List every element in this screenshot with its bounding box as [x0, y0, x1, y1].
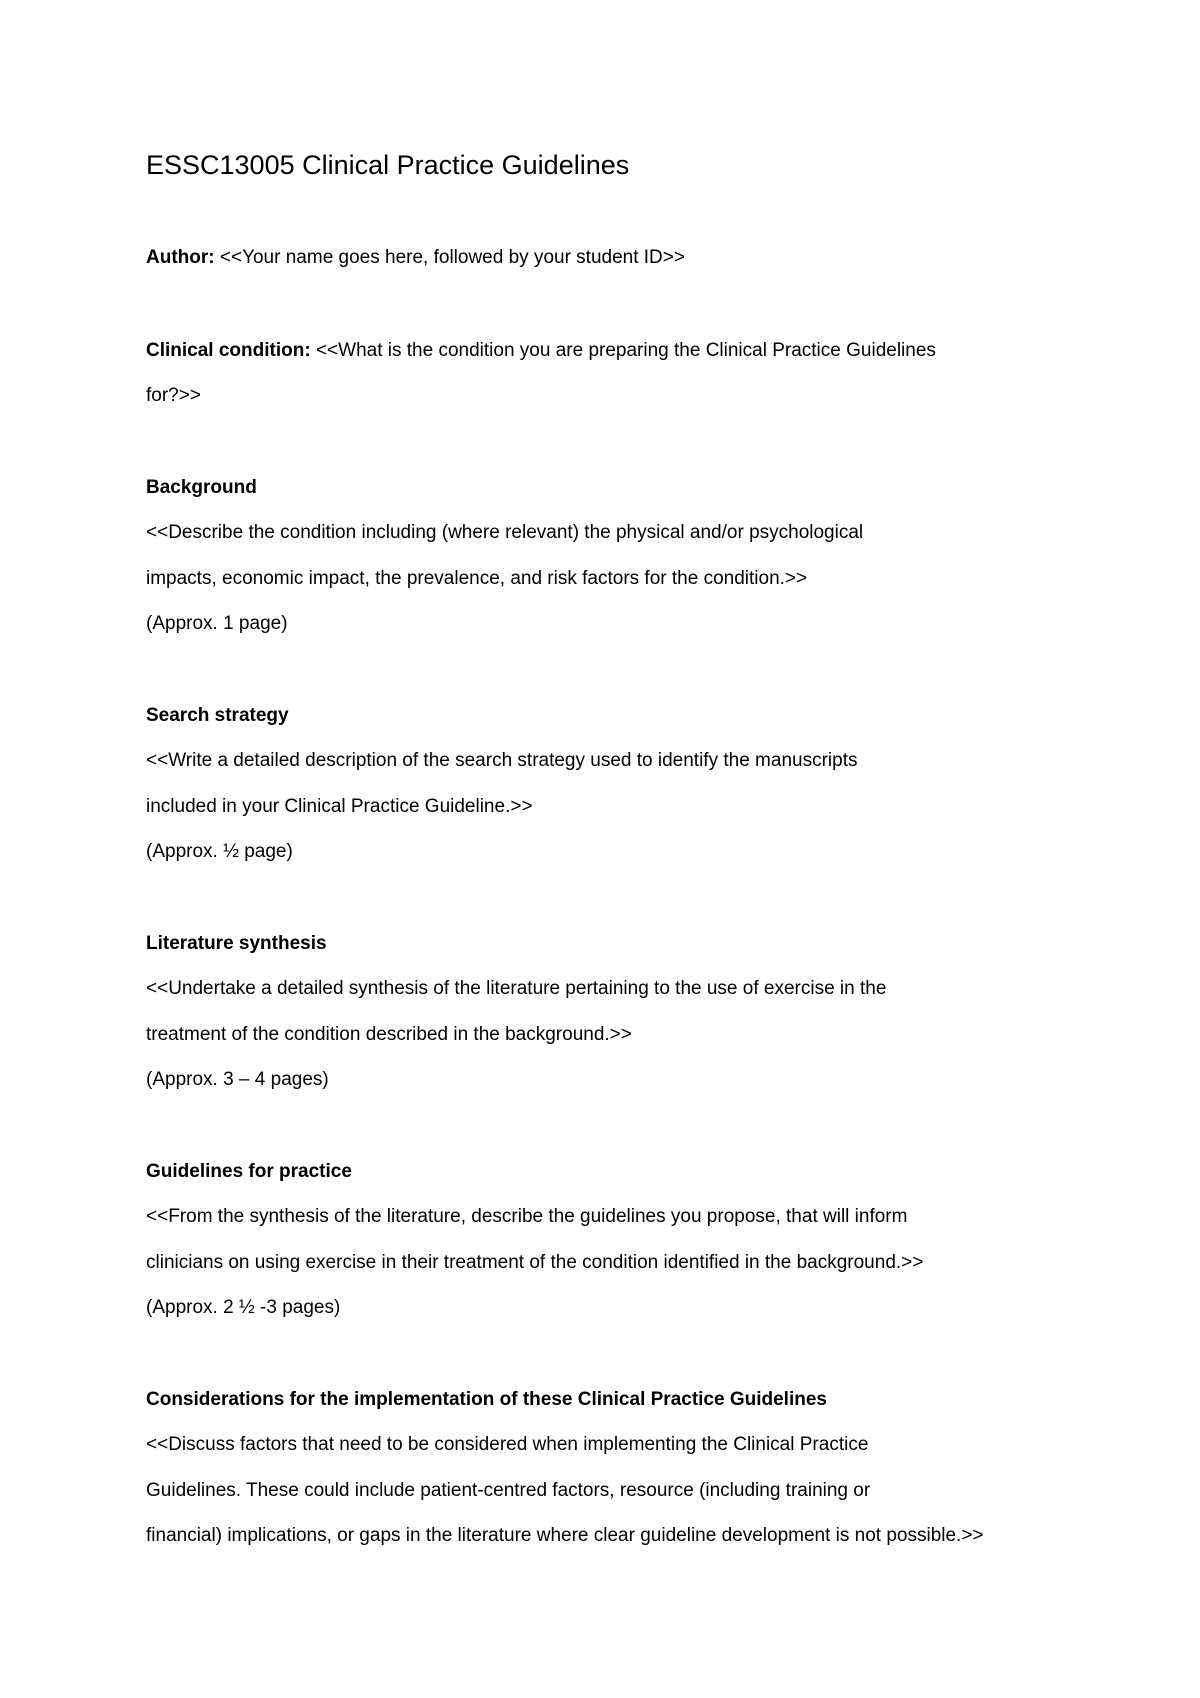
clinical-condition-value: <<What is the condition you are preparing the Clinical Practice Guidelines — [310, 340, 936, 361]
clinical-condition-line — [146, 339, 936, 363]
section-text-line: <<From the synthesis of the literature, describe the guidelines you propose, that will inform — [146, 1206, 908, 1227]
section-text-line: included in your Clinical Practice Guideline.>> — [146, 796, 533, 817]
author-value: <<Your name goes here, followed by your student ID>> — [214, 247, 685, 268]
section-length-note: (Approx. ½ page) — [146, 841, 293, 862]
section-text-line: impacts, economic impact, the prevalence, and risk factors for the condition.>> — [146, 568, 808, 589]
clinical-condition-label: Clinical condition: — [146, 340, 311, 361]
section-text-line: Guidelines. These could include patient-centred factors, resource (including training or — [146, 1480, 871, 1501]
section-length-note: (Approx. 1 page) — [146, 613, 288, 634]
section-text-line: clinicians on using exercise in their treatment of the condition identified in the background.>> — [146, 1252, 924, 1273]
section-text-line: treatment of the condition described in the background.>> — [146, 1024, 632, 1045]
author-line — [146, 246, 685, 270]
section-text-line: <<Describe the condition including (where relevant) the physical and/or psychological — [146, 522, 864, 543]
clinical-condition-continuation: for?>> — [146, 385, 201, 406]
section-text-line: <<Undertake a detailed synthesis of the literature pertaining to the use of exercise in the — [146, 978, 887, 999]
section-text-line: financial) implications, or gaps in the literature where clear guideline development is not possible.>> — [146, 1525, 984, 1546]
section-length-note: (Approx. 2 ½ -3 pages) — [146, 1297, 341, 1318]
section-text-line: <<Discuss factors that need to be considered when implementing the Clinical Practice — [146, 1434, 869, 1455]
section-length-note: (Approx. 3 – 4 pages) — [146, 1069, 329, 1090]
section-heading-background: Background — [146, 477, 257, 498]
section-heading-considerations: Considerations for the implementation of these Clinical Practice Guidelines — [146, 1389, 827, 1410]
author-label: Author: — [146, 247, 215, 268]
section-heading-search-strategy: Search strategy — [146, 705, 289, 726]
section-text-line: <<Write a detailed description of the search strategy used to identify the manuscripts — [146, 750, 858, 771]
document-title: ESSC13005 Clinical Practice Guidelines — [146, 150, 630, 180]
section-heading-literature-synthesis: Literature synthesis — [146, 933, 327, 954]
section-heading-guidelines-for-practice: Guidelines for practice — [146, 1161, 352, 1182]
